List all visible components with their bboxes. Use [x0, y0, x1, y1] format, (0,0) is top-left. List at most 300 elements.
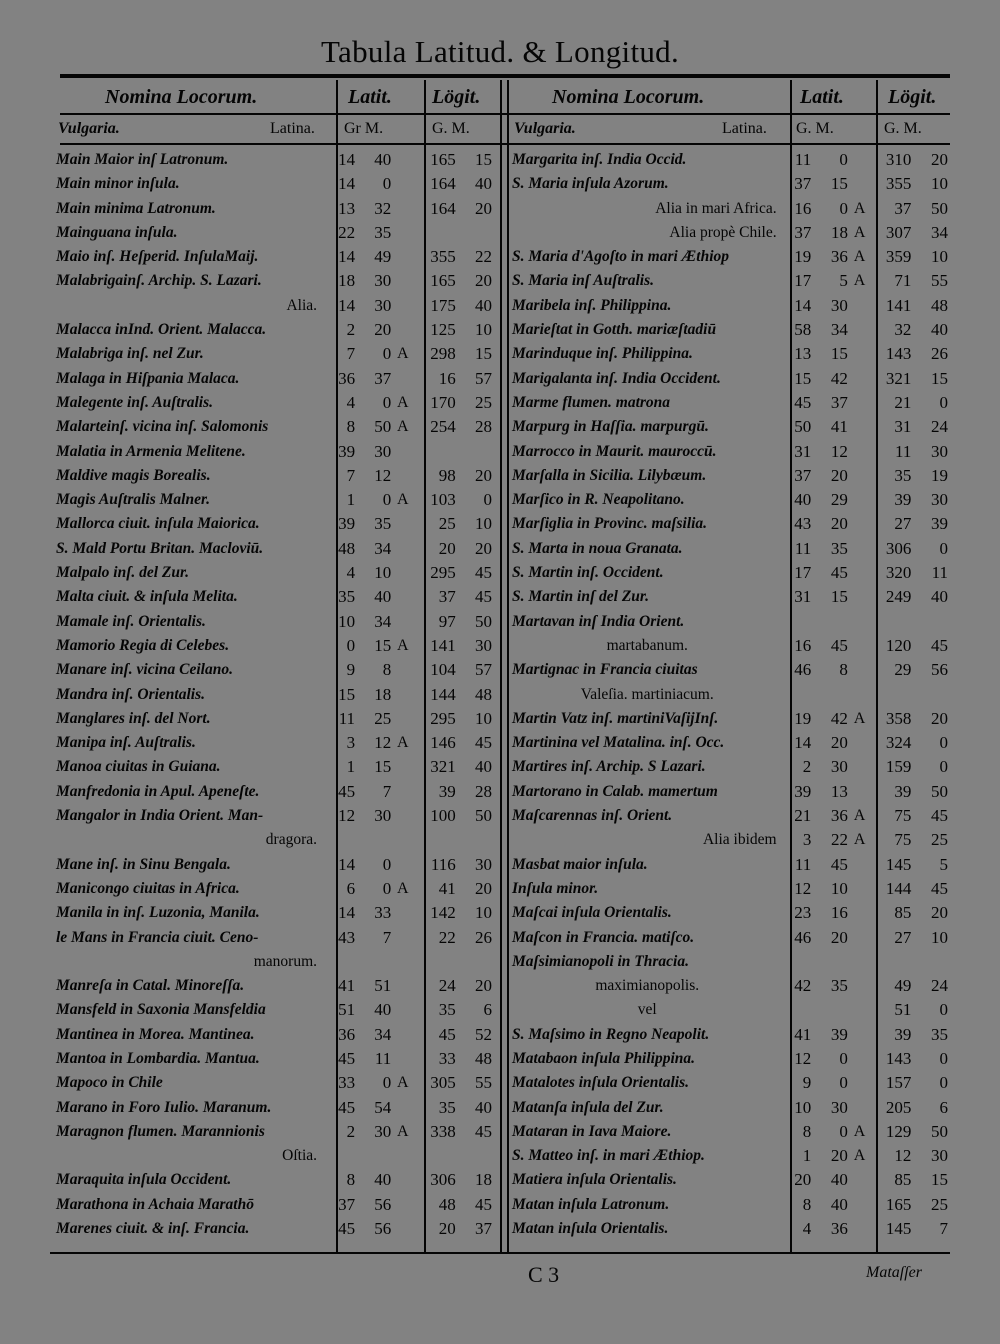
- table-row: [512, 707, 952, 731]
- table-row: [56, 1023, 496, 1047]
- austral-flag: [395, 294, 410, 318]
- lat-minutes: 20: [830, 1146, 848, 1166]
- lon-minutes: 18: [474, 1170, 492, 1190]
- table-row: [56, 610, 496, 634]
- place-name: Alia in mari Africa.: [655, 199, 777, 217]
- lat-degrees: 42: [794, 976, 812, 996]
- austral-flag: [852, 974, 867, 998]
- lat-minutes: 5: [839, 271, 848, 291]
- table-row: [56, 950, 496, 974]
- lat-minutes: 10: [374, 563, 392, 583]
- lon-minutes: 10: [930, 927, 948, 947]
- table-row: [512, 440, 952, 464]
- table-row: [56, 561, 496, 585]
- lat-minutes: 34: [374, 611, 392, 631]
- lon-degrees: 159: [885, 757, 912, 777]
- lat-minutes: 40: [830, 1194, 848, 1214]
- lon-degrees: 39: [438, 781, 456, 801]
- lon-degrees: 175: [430, 295, 456, 315]
- place-name: vel: [637, 1001, 657, 1019]
- place-name: Manare inſ. vicina Ceilano.: [56, 661, 233, 679]
- lon-minutes: 45: [474, 587, 492, 607]
- austral-flag: [395, 464, 410, 488]
- table-row: [512, 658, 952, 682]
- austral-flag: A: [853, 199, 866, 217]
- austral-flag: [395, 269, 410, 293]
- lon-minutes: 20: [474, 271, 492, 291]
- lon-degrees: 321: [430, 757, 456, 777]
- lon-minutes: 45: [474, 1194, 492, 1214]
- austral-flag: [395, 1096, 410, 1120]
- lat-minutes: 8: [839, 660, 848, 680]
- lon-minutes: 57: [474, 660, 492, 680]
- lat-minutes: 11: [374, 1048, 392, 1068]
- austral-flag: [395, 148, 410, 172]
- table-row: [56, 464, 496, 488]
- place-name: Marinduque inſ. Philippina.: [512, 345, 693, 363]
- lat-minutes: 49: [374, 247, 392, 267]
- lat-minutes: 30: [374, 441, 392, 461]
- lat-minutes: 0: [382, 344, 392, 364]
- place-name: dragora.: [265, 831, 318, 849]
- lon-minutes: 30: [474, 854, 492, 874]
- lat-degrees: 13: [794, 344, 812, 364]
- lat-degrees: 0: [346, 635, 356, 655]
- lat-minutes: 45: [830, 635, 848, 655]
- place-name: Malta ciuit. & inſula Melita.: [56, 588, 238, 606]
- lon-minutes: 30: [930, 490, 948, 510]
- lon-degrees: [410, 828, 459, 852]
- lon-minutes: [460, 440, 496, 464]
- lat-minutes: 36: [830, 247, 848, 267]
- lat-degrees: [783, 610, 816, 634]
- lat-minutes: 37: [374, 368, 392, 388]
- lat-minutes: 42: [830, 368, 848, 388]
- table-row: [56, 658, 496, 682]
- austral-flag: A: [853, 248, 866, 266]
- lon-minutes: 20: [930, 708, 948, 728]
- lat-minutes: 7: [382, 781, 392, 801]
- lat-minutes: 20: [374, 320, 392, 340]
- table-row: [56, 974, 496, 998]
- lon-minutes: 20: [474, 465, 492, 485]
- lon-minutes: 26: [474, 927, 492, 947]
- place-name: Mangalor in India Orient. Man-: [56, 807, 264, 825]
- place-name: Manglares inſ. del Nort.: [56, 709, 211, 727]
- table-row: [56, 269, 496, 293]
- austral-flag: [395, 537, 410, 561]
- table-row: [56, 877, 496, 901]
- lat-minutes: 18: [374, 684, 392, 704]
- lat-minutes: 45: [830, 854, 848, 874]
- lat-minutes: [359, 950, 395, 974]
- lat-degrees: 14: [338, 150, 356, 169]
- lat-minutes: 30: [374, 806, 392, 826]
- lon-minutes: 0: [939, 733, 948, 753]
- place-name: Maſsimianopoli in Thracia.: [512, 952, 689, 970]
- lon-minutes: 6: [939, 1097, 948, 1117]
- lon-degrees: 39: [894, 781, 912, 801]
- lon-minutes: 10: [474, 320, 492, 340]
- lat-degrees: 37: [338, 1194, 356, 1214]
- place-name: Alia.: [286, 296, 318, 314]
- lon-minutes: [915, 950, 952, 974]
- lon-degrees: 359: [885, 247, 912, 267]
- austral-flag: A: [853, 1122, 866, 1140]
- table-row: [512, 998, 952, 1022]
- lon-minutes: 45: [930, 635, 948, 655]
- place-name: S. Martin inſ. Occident.: [512, 564, 664, 582]
- place-name: Manicongo ciuitas in Africa.: [56, 879, 240, 897]
- lon-minutes: [460, 221, 496, 245]
- table-row: [56, 731, 496, 755]
- lat-minutes: 40: [374, 587, 392, 607]
- lon-degrees: 27: [894, 927, 912, 947]
- place-name: Marpurg in Haſſia. marpurgū.: [512, 418, 709, 436]
- lon-degrees: 51: [894, 1000, 912, 1020]
- lon-degrees: 21: [894, 392, 912, 412]
- table-row: [56, 391, 496, 415]
- lat-degrees: 9: [346, 660, 356, 680]
- lat-degrees: 48: [338, 538, 356, 558]
- lon-degrees: 22: [438, 927, 456, 947]
- table-row: [512, 634, 952, 658]
- lon-minutes: 15: [474, 344, 492, 364]
- lon-degrees: 35: [438, 1000, 456, 1020]
- table-row: [512, 318, 952, 342]
- lon-minutes: 25: [474, 392, 492, 412]
- lon-minutes: 40: [930, 320, 948, 340]
- austral-flag: [395, 318, 410, 342]
- page-title: Tabula Latitud. & Longitud.: [320, 34, 680, 69]
- austral-flag: [395, 1047, 410, 1071]
- lat-degrees: 39: [338, 514, 356, 534]
- place-name: Martignac in Francia ciuitas: [512, 661, 698, 679]
- austral-flag: [852, 1168, 867, 1192]
- lat-minutes: 12: [374, 733, 392, 753]
- lat-degrees: 45: [338, 781, 356, 801]
- lat-degrees: 58: [794, 320, 812, 340]
- place-name: S. Martin inſ del Zur.: [512, 588, 649, 606]
- lon-degrees: 37: [894, 198, 912, 218]
- table-row: [56, 221, 496, 245]
- lon-degrees: 145: [885, 854, 912, 874]
- austral-flag: [852, 926, 867, 950]
- place-name: Alia ibidem: [702, 831, 777, 849]
- austral-flag: [852, 634, 867, 658]
- table-row: [56, 197, 496, 221]
- austral-flag: [395, 245, 410, 269]
- place-name: maximianopolis.: [595, 977, 700, 995]
- table-row: [512, 488, 952, 512]
- place-name: Main Maior inſ Latronum.: [56, 151, 229, 168]
- austral-flag: [852, 877, 867, 901]
- austral-flag: [852, 610, 867, 634]
- austral-flag: A: [397, 491, 409, 509]
- lon-minutes: 40: [474, 174, 492, 194]
- austral-flag: [852, 998, 867, 1022]
- table-row: [56, 780, 496, 804]
- austral-flag: [852, 440, 867, 464]
- lat-minutes: 15: [374, 635, 392, 655]
- right-sub-latina: Latina.: [722, 120, 767, 137]
- lat-minutes: 39: [830, 1024, 848, 1044]
- lat-minutes: 22: [830, 830, 848, 850]
- lat-minutes: 34: [830, 320, 848, 340]
- lon-degrees: 39: [894, 490, 912, 510]
- lat-degrees: 19: [794, 247, 812, 267]
- austral-flag: [395, 512, 410, 536]
- lat-minutes: 32: [374, 198, 392, 218]
- lon-minutes: 28: [474, 417, 492, 437]
- place-name: Malabrigainſ. Archip. S. Lazari.: [56, 272, 262, 290]
- lon-minutes: 11: [931, 563, 948, 583]
- lat-degrees: 17: [794, 563, 812, 583]
- lat-degrees: 14: [794, 733, 812, 753]
- lat-degrees: 45: [794, 392, 812, 412]
- lat-degrees: 36: [338, 368, 356, 388]
- lat-minutes: 0: [382, 878, 392, 898]
- lat-minutes: 30: [374, 1121, 392, 1141]
- place-name: Malarteinſ. vicina inſ. Salomonis: [56, 418, 269, 436]
- subheader-rule: [60, 143, 950, 145]
- lat-minutes: 34: [374, 1024, 392, 1044]
- austral-flag: [852, 780, 867, 804]
- austral-flag: [852, 172, 867, 196]
- lat-degrees: 16: [794, 198, 812, 218]
- austral-flag: [395, 926, 410, 950]
- austral-flag: [852, 318, 867, 342]
- place-name: Marme flumen. matrona: [512, 393, 671, 411]
- table-row: [56, 828, 496, 852]
- lat-degrees: 46: [794, 927, 812, 947]
- austral-flag: [852, 658, 867, 682]
- lat-degrees: 23: [794, 903, 812, 923]
- austral-flag: [395, 755, 410, 779]
- place-name: Mainguana inſula.: [56, 223, 178, 241]
- lat-minutes: 0: [382, 174, 392, 194]
- bottom-rule: [50, 1252, 950, 1254]
- place-name: Valeſia. martiniacum.: [580, 685, 714, 703]
- lat-degrees: 2: [346, 320, 356, 340]
- lon-minutes: 25: [931, 830, 948, 850]
- right-header-latit: Latit.: [800, 86, 844, 108]
- lon-degrees: 320: [885, 563, 912, 583]
- place-name: Martinina vel Matalina. inſ. Occ.: [512, 734, 725, 752]
- lat-degrees: 6: [346, 878, 356, 898]
- lon-degrees: 129: [885, 1121, 912, 1141]
- austral-flag: [395, 658, 410, 682]
- lon-minutes: [915, 610, 952, 634]
- lon-minutes: 40: [475, 295, 492, 315]
- lon-minutes: 28: [474, 781, 492, 801]
- lon-minutes: 50: [474, 611, 492, 631]
- lat-minutes: 50: [374, 417, 392, 437]
- lat-minutes: 41: [830, 417, 848, 437]
- lat-minutes: 16: [830, 903, 848, 923]
- table-row: [512, 342, 952, 366]
- lat-degrees: 50: [794, 417, 812, 437]
- lat-degrees: 8: [346, 417, 356, 437]
- lat-minutes: 20: [830, 733, 848, 753]
- table-row: [56, 440, 496, 464]
- lat-degrees: 31: [794, 587, 812, 607]
- lat-minutes: 25: [374, 708, 392, 728]
- table-row: [56, 367, 496, 391]
- lat-minutes: 15: [830, 174, 848, 194]
- austral-flag: [852, 950, 867, 974]
- table-row: [512, 537, 952, 561]
- lon-degrees: 75: [894, 806, 912, 826]
- lat-degrees: 45: [338, 1219, 356, 1239]
- table-row: [512, 1071, 952, 1095]
- austral-flag: [852, 1096, 867, 1120]
- table-row: [512, 1217, 952, 1241]
- place-name: Mansfeld in Saxonia Mansfeldia: [56, 1001, 266, 1019]
- lat-degrees: 12: [338, 806, 356, 826]
- austral-flag: [395, 780, 410, 804]
- lat-minutes: 33: [374, 903, 392, 923]
- lon-degrees: 249: [885, 587, 912, 607]
- lat-degrees: 11: [794, 538, 812, 558]
- austral-flag: [852, 1023, 867, 1047]
- lat-degrees: 37: [794, 465, 812, 485]
- left-vulgaria-label: Vulgaria.: [58, 120, 120, 137]
- austral-flag: [395, 901, 410, 925]
- lat-degrees: 3: [346, 733, 356, 753]
- table-row: [56, 585, 496, 609]
- austral-flag: [852, 901, 867, 925]
- place-name: le Mans in Francia ciuit. Ceno-: [56, 928, 259, 946]
- lon-degrees: 29: [894, 660, 912, 680]
- lon-degrees: 25: [438, 514, 456, 534]
- lon-degrees: 120: [885, 635, 912, 655]
- place-name: Martin Vatz inſ. martiniVaſijInſ.: [512, 709, 719, 727]
- lat-minutes: 36: [830, 1219, 848, 1239]
- lat-degrees: 4: [346, 563, 356, 583]
- lat-minutes: 0: [382, 392, 392, 412]
- lat-minutes: 15: [374, 757, 392, 777]
- lon-minutes: 45: [474, 563, 492, 583]
- lon-minutes: 37: [474, 1219, 492, 1239]
- lat-degrees: 33: [338, 1073, 356, 1093]
- austral-flag: A: [397, 879, 409, 897]
- lon-minutes: [460, 950, 496, 974]
- lon-degrees: [867, 610, 915, 634]
- place-name: Manoa ciuitas in Guiana.: [56, 758, 221, 776]
- lon-degrees: 298: [430, 344, 456, 364]
- austral-flag: [395, 1023, 410, 1047]
- table-row: [512, 1023, 952, 1047]
- lat-minutes: 20: [830, 465, 848, 485]
- table-row: [512, 415, 952, 439]
- table-row: [512, 197, 952, 221]
- lon-minutes: 45: [474, 1121, 492, 1141]
- place-name: S. Maria inſ Auſtralis.: [512, 272, 654, 290]
- lat-degrees: 8: [802, 1194, 812, 1214]
- lat-minutes: 29: [830, 490, 848, 510]
- lat-minutes: 0: [839, 1121, 848, 1141]
- lat-minutes: 15: [830, 587, 848, 607]
- austral-flag: [852, 342, 867, 366]
- lat-minutes: 0: [839, 198, 848, 218]
- lon-degrees: 295: [430, 563, 456, 583]
- lat-degrees: 18: [338, 271, 356, 291]
- austral-flag: A: [397, 1122, 409, 1140]
- table-row: [512, 853, 952, 877]
- left-header-latit: Latit.: [348, 86, 392, 108]
- lon-degrees: 39: [894, 1024, 912, 1044]
- table-row: [56, 901, 496, 925]
- left-header-nomina: Nomina Locorum.: [105, 86, 258, 108]
- austral-flag: [395, 172, 410, 196]
- table-row: [56, 294, 496, 318]
- place-name: Manila in inſ. Luzonia, Manila.: [56, 904, 260, 922]
- austral-flag: [395, 998, 410, 1022]
- place-name: S. Maſsimo in Regno Neapolit.: [512, 1025, 710, 1043]
- lat-minutes: [359, 828, 395, 852]
- lon-minutes: 24: [930, 417, 948, 437]
- lon-degrees: 165: [430, 271, 456, 291]
- lon-minutes: 20: [474, 878, 492, 898]
- lon-minutes: 0: [939, 1048, 948, 1068]
- lat-minutes: 30: [374, 295, 392, 315]
- lon-degrees: [867, 683, 915, 707]
- place-name: Mamale inſ. Orientalis.: [56, 612, 206, 630]
- place-name: Manfredonia in Apul. Apeneſte.: [56, 782, 260, 800]
- austral-flag: [852, 755, 867, 779]
- place-name: Matalotes inſula Orientalis.: [512, 1074, 689, 1092]
- left-sub-vulgaria: [58, 120, 120, 138]
- austral-flag: A: [397, 345, 409, 363]
- lon-degrees: 164: [430, 198, 456, 218]
- lon-minutes: 20: [930, 150, 948, 169]
- lat-degrees: 41: [338, 976, 356, 996]
- austral-flag: A: [853, 272, 866, 290]
- table-row: [512, 561, 952, 585]
- table-row: [512, 974, 952, 998]
- table-row: [56, 755, 496, 779]
- table-row: [56, 415, 496, 439]
- austral-flag: [852, 1047, 867, 1071]
- place-name: Matan inſula Orientalis.: [512, 1220, 669, 1238]
- lat-degrees: 8: [802, 1121, 812, 1141]
- lat-degrees: 8: [346, 1170, 356, 1190]
- lat-degrees: [783, 683, 816, 707]
- lon-degrees: 97: [438, 611, 456, 631]
- lon-minutes: 50: [930, 781, 948, 801]
- lon-minutes: 0: [939, 1000, 948, 1020]
- lon-degrees: 205: [885, 1097, 912, 1117]
- table-row: [512, 1168, 952, 1192]
- lat-minutes: 30: [830, 295, 848, 315]
- lon-degrees: 355: [430, 247, 456, 267]
- table-row: [56, 148, 496, 172]
- table-row: [56, 172, 496, 196]
- austral-flag: [395, 1193, 410, 1217]
- lat-degrees: 22: [338, 222, 356, 242]
- lon-degrees: 35: [438, 1097, 456, 1117]
- table-row: [512, 1120, 952, 1144]
- catchword: Mataſſer: [866, 1264, 922, 1281]
- lon-minutes: [460, 828, 496, 852]
- lat-degrees: [323, 1144, 359, 1168]
- lon-degrees: 24: [438, 976, 456, 996]
- top-rule: [60, 74, 950, 78]
- place-name: Marſalla in Sicilia. Lilybæum.: [512, 466, 707, 484]
- place-name: Mapoco in Chile: [56, 1074, 163, 1092]
- austral-flag: A: [397, 734, 409, 752]
